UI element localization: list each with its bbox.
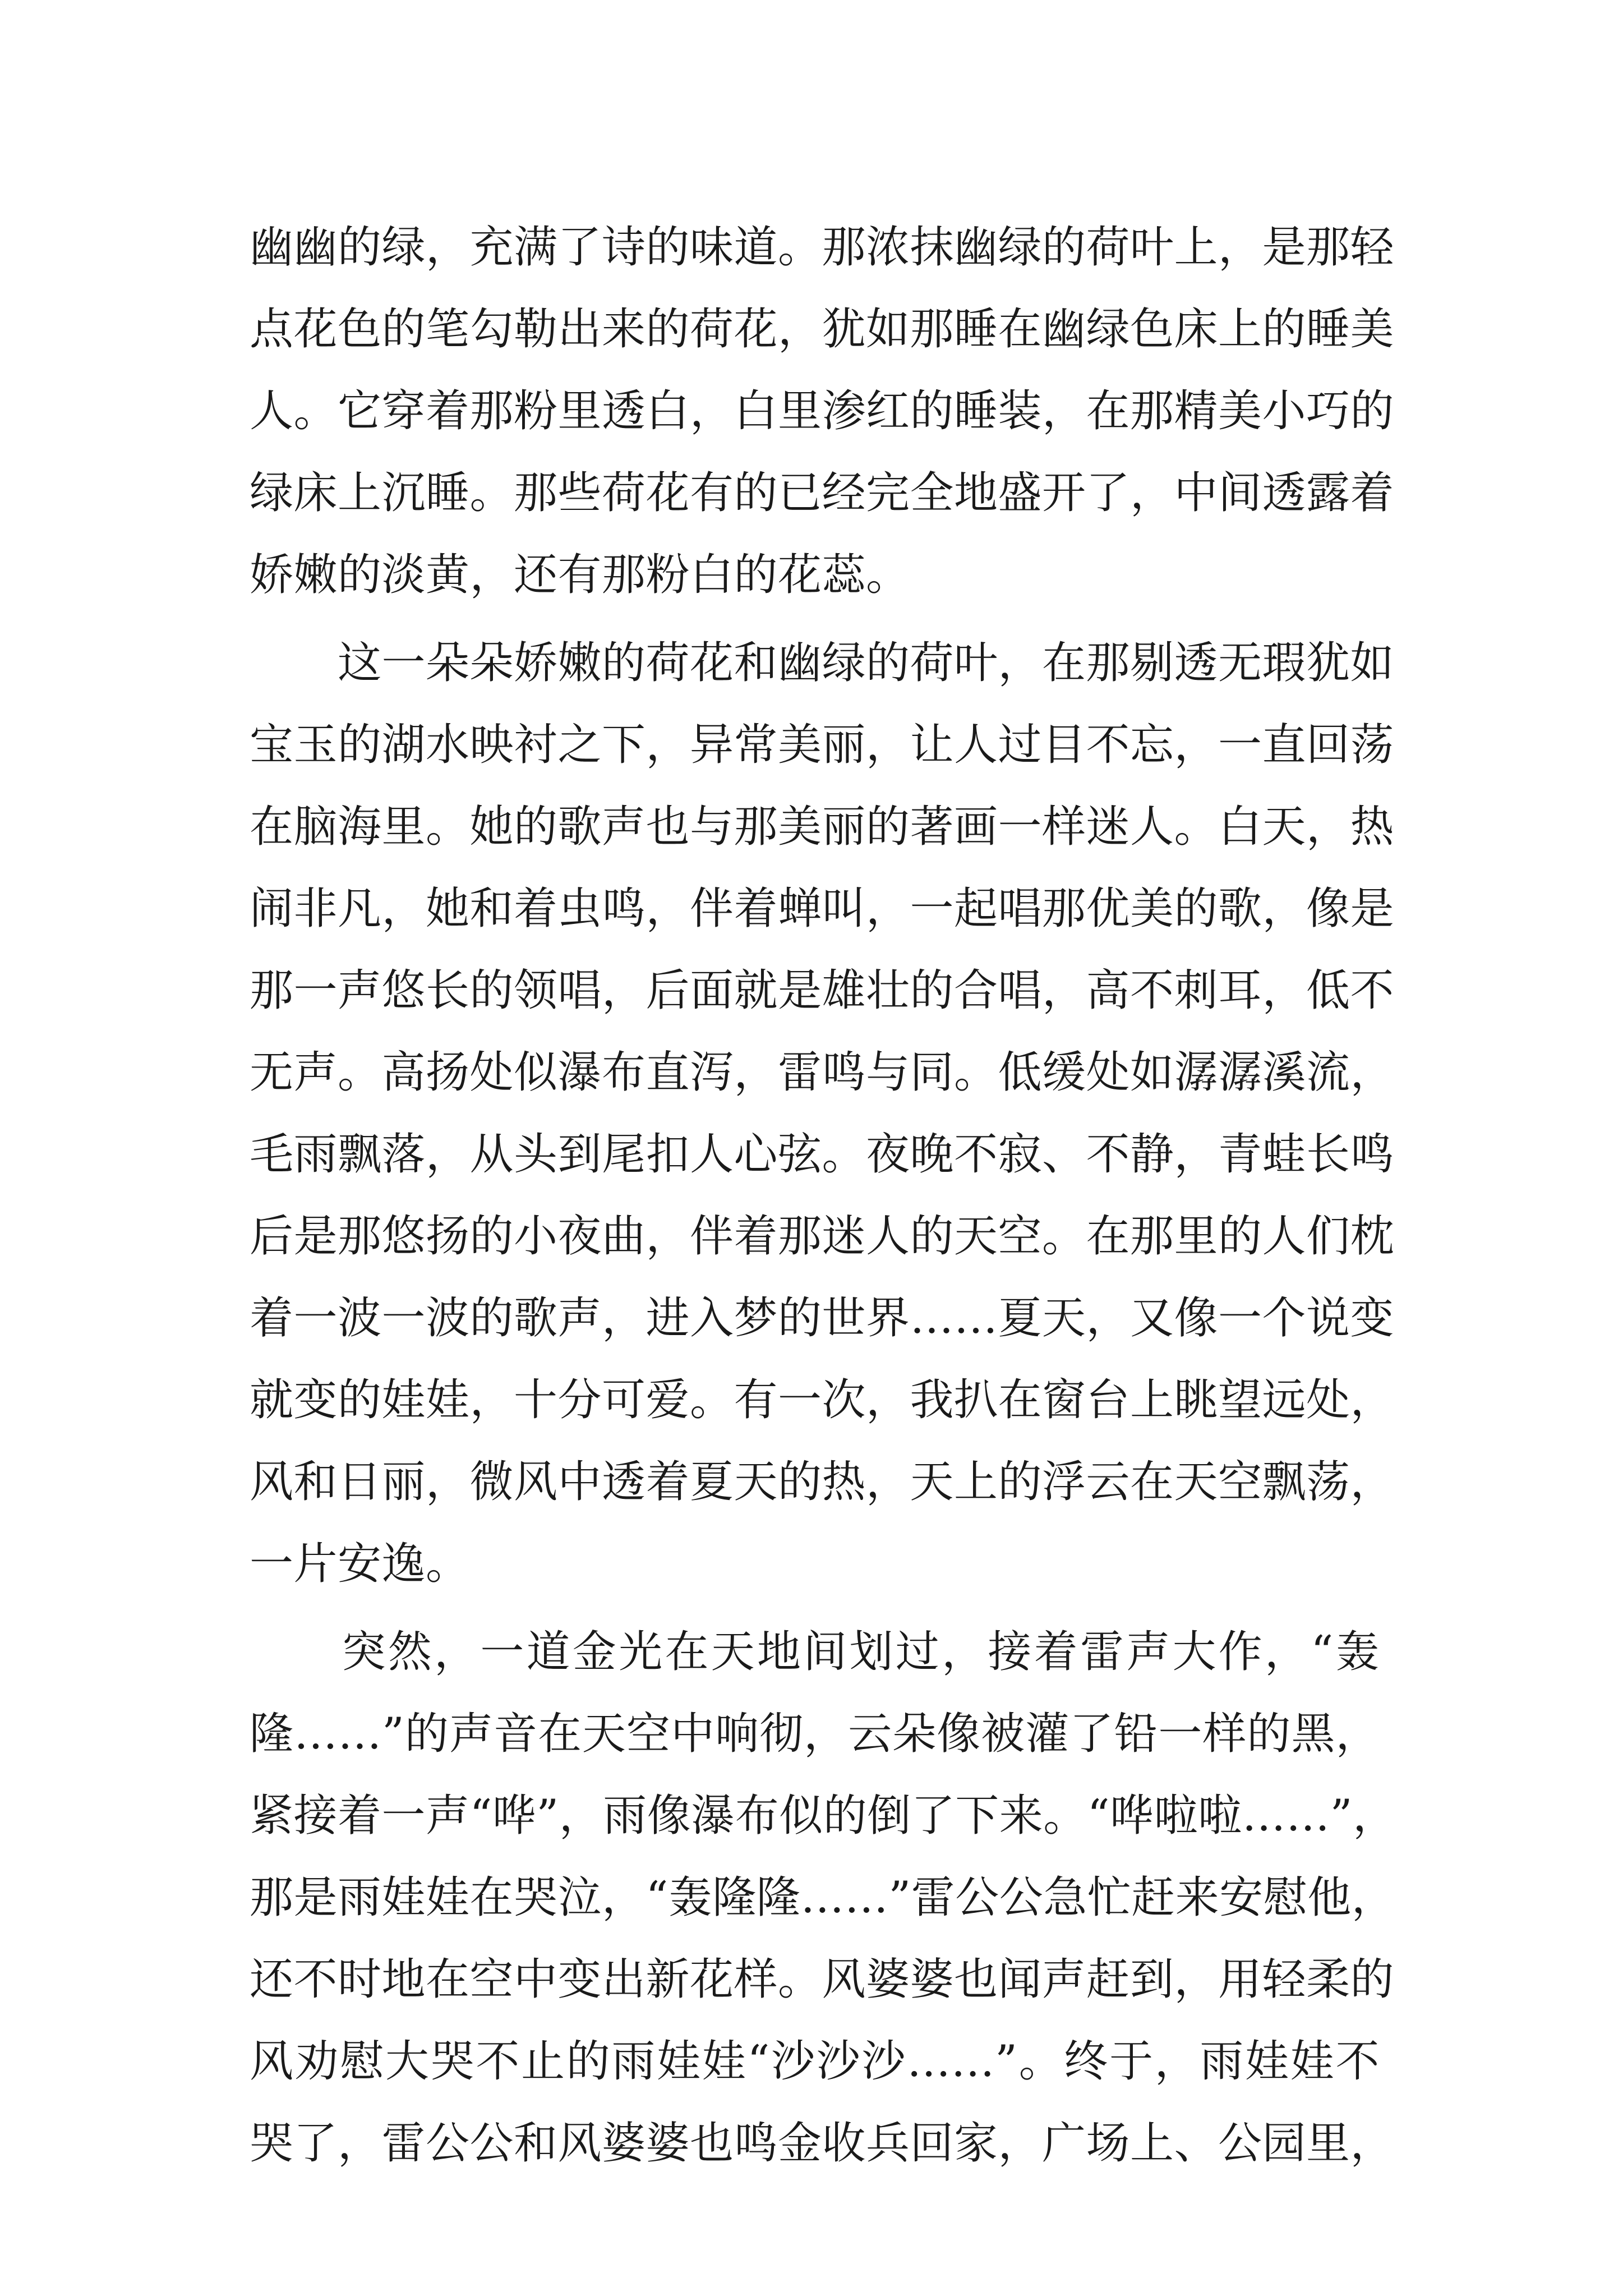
text-line: 闹非凡，她和着虫鸣，伴着蝉叫，一起唱那优美的歌，像是 — [250, 884, 1395, 934]
text-line: 人。它穿着那粉里透白，白里渗红的睡装，在那精美小巧的 — [250, 386, 1395, 436]
text-line: 风和日丽，微风中透着夏天的热，天上的浮云在天空飘荡， — [250, 1457, 1395, 1507]
text-line: 点花色的笔勾勒出来的荷花，犹如那睡在幽绿色床上的睡美 — [250, 304, 1395, 355]
text-line: 娇嫩的淡黄，还有那粉白的花蕊。 — [250, 550, 910, 600]
body-text — [250, 206, 1397, 2184]
text-line: 那一声悠长的领唱，后面就是雄壮的合唱，高不刺耳，低不 — [250, 965, 1395, 1016]
text-line: 隆……”的声音在天空中响彻，云朵像被灌了铅一样的黑， — [250, 1709, 1380, 1759]
text-line: 就变的娃娃，十分可爱。有一次，我扒在窗台上眺望远处， — [250, 1375, 1395, 1425]
text-line: 风劝慰大哭不止的雨娃娃“沙沙沙……”。终于，雨娃娃不 — [250, 2036, 1380, 2087]
paragraph-gap — [250, 1605, 1380, 1611]
text-line: 一片安逸。 — [250, 1539, 470, 1589]
paragraph — [250, 1611, 1397, 2184]
text-line: 绿床上沉睡。那些荷花有的已经完全地盛开了，中间透露着 — [250, 468, 1395, 518]
text-line: 着一波一波的歌声，进入梦的世界……夏天，又像一个说变 — [250, 1293, 1395, 1343]
text-line: 毛雨飘落，从头到尾扣人心弦。夜晚不寂、不静，青蛙长鸣 — [250, 1129, 1395, 1180]
paragraph — [250, 622, 1395, 1605]
text-line: 后是那悠扬的小夜曲，伴着那迷人的天空。在那里的人们枕 — [250, 1211, 1395, 1262]
text-line: 那是雨娃娃在哭泣，“轰隆隆……”雷公公急忙赶来安慰他， — [250, 1872, 1396, 1923]
paragraph-gap — [250, 616, 1380, 622]
text-line: 幽幽的绿，充满了诗的味道。那浓抹幽绿的荷叶上，是那轻 — [250, 222, 1395, 273]
text-line: 在脑海里。她的歌声也与那美丽的著画一样迷人。白天，热 — [250, 802, 1395, 852]
text-line: 还不时地在空中变出新花样。风婆婆也闻声赶到，用轻柔的 — [250, 1954, 1395, 2005]
text-line: 宝玉的湖水映衬之下，异常美丽，让人过目不忘，一直回荡 — [250, 720, 1395, 770]
text-line: 这一朵朵娇嫩的荷花和幽绿的荷叶，在那剔透无瑕犹如 — [250, 638, 1395, 688]
text-line: 紧接着一声“哗”，雨像瀑布似的倒了下来。“哗啦啦……”， — [250, 1791, 1397, 1841]
text-line: 突然，一道金光在天地间划过，接着雷声大作，“轰 — [250, 1627, 1380, 1677]
text-line: 无声。高扬处似瀑布直泻，雷鸣与同。低缓处如潺潺溪流， — [250, 1047, 1395, 1098]
text-line: 哭了，雷公公和风婆婆也鸣金收兵回家，广场上、公园里， — [250, 2118, 1395, 2169]
paragraph — [250, 206, 1395, 616]
